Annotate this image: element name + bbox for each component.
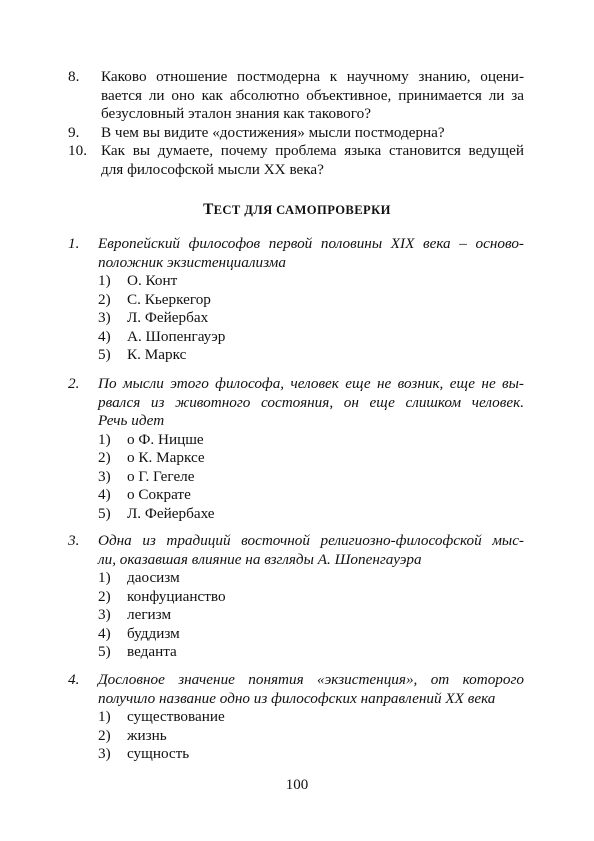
test-item-stem	[98, 671, 524, 708]
option-number: 1)	[98, 708, 111, 725]
option-text: конфуцианство	[127, 587, 226, 605]
stem-line: По мысли этого философа, человек еще не возник, еще не вы-	[98, 375, 524, 392]
option-number: 4)	[98, 624, 111, 642]
answer-options	[68, 708, 524, 764]
review-question	[68, 142, 524, 179]
option-text: о К. Марксе	[127, 449, 205, 466]
answer-option	[68, 625, 524, 644]
answer-option	[68, 643, 524, 662]
test-item-number: 1.	[68, 235, 80, 252]
answer-option	[68, 309, 524, 328]
answer-option	[68, 449, 524, 468]
option-text: К. Маркс	[127, 346, 187, 363]
option-text: о Сократе	[127, 486, 191, 503]
answer-option	[68, 569, 524, 588]
stem-line: ли, оказавшая влияние на взгляды А. Шопенгауэра	[98, 550, 422, 568]
question-line: В чем вы видите «достижения» мысли постмодерна?	[101, 124, 445, 141]
option-number: 3)	[98, 606, 111, 623]
option-number: 5)	[98, 643, 111, 660]
option-text: А. Шопенгауэр	[127, 327, 226, 345]
option-number: 3)	[98, 467, 111, 485]
option-text: веданта	[127, 643, 177, 660]
test-item-number: 2.	[68, 375, 80, 392]
answer-option	[68, 291, 524, 310]
option-text: Л. Фейербахе	[127, 504, 215, 522]
answer-option	[68, 505, 524, 524]
question-text	[101, 142, 524, 179]
test-item-stem	[98, 532, 524, 569]
option-text: существование	[127, 708, 225, 725]
stem-line: Европейский философов первой половины XIX века – осново-	[98, 235, 524, 252]
answer-option	[68, 431, 524, 450]
question-line: безусловный эталон знания как такового?	[101, 105, 371, 122]
test-item	[68, 375, 524, 523]
test-item-number: 3.	[68, 532, 80, 549]
option-text: буддизм	[127, 624, 180, 642]
question-line: Каково отношение постмодерна к научному знанию, оцени-	[101, 68, 524, 85]
review-question	[68, 68, 524, 124]
test-item	[68, 532, 524, 662]
answer-option	[68, 328, 524, 347]
option-number: 4)	[98, 486, 111, 503]
option-text: Л. Фейербах	[127, 309, 209, 326]
option-text: сущность	[127, 745, 190, 762]
answer-option	[68, 272, 524, 291]
test-item-stem	[98, 235, 524, 272]
answer-options	[68, 569, 524, 662]
option-number: 1)	[98, 430, 111, 448]
question-number: 8.	[68, 68, 80, 85]
answer-option	[68, 708, 524, 727]
heading-rest: ЕСТ ДЛЯ САМОПРОВЕРКИ	[213, 203, 391, 217]
question-number: 10.	[68, 142, 87, 159]
stem-line: рвался из животного состояния, он еще слишком человек.	[98, 393, 524, 411]
answer-option	[68, 606, 524, 625]
option-text: жизнь	[127, 726, 167, 744]
option-text: О. Конт	[127, 272, 178, 289]
option-number: 5)	[98, 504, 111, 522]
answer-option	[68, 745, 524, 764]
answer-option	[68, 468, 524, 487]
option-text: С. Кьеркегор	[127, 290, 211, 308]
stem-line: положник экзистенциализма	[98, 253, 286, 271]
option-number: 2)	[98, 449, 111, 466]
option-text: о Ф. Ницше	[127, 430, 204, 448]
test-item	[68, 671, 524, 764]
question-line: Как вы думаете, почему проблема языка становится ведущей	[101, 142, 524, 159]
option-number: 3)	[98, 745, 111, 762]
option-number: 2)	[98, 726, 111, 744]
question-text	[101, 124, 524, 143]
question-line: вается ли оно как абсолютно объективное, принимается ли за	[101, 86, 524, 104]
question-line: для философской мысли XX века?	[101, 160, 324, 178]
section-heading	[0, 201, 594, 220]
review-question	[68, 124, 524, 143]
option-number: 4)	[98, 327, 111, 345]
stem-line: получило название одно из философских направлений XX века	[98, 689, 496, 707]
answer-options	[68, 272, 524, 365]
heading-initial: Т	[203, 201, 214, 218]
option-number: 2)	[98, 290, 111, 308]
stem-line: Дословное значение понятия «экзистенция», от которого	[98, 671, 524, 688]
option-text: даосизм	[127, 569, 180, 586]
stem-line: Одна из традиций восточной религиозно-философской мыс-	[98, 532, 524, 549]
answer-option	[68, 486, 524, 505]
question-number: 9.	[68, 124, 80, 141]
option-number: 3)	[98, 309, 111, 326]
page-number: 100	[285, 777, 309, 793]
option-number: 1)	[98, 272, 111, 289]
answer-option	[68, 727, 524, 746]
option-text: легизм	[127, 606, 172, 623]
option-number: 2)	[98, 587, 111, 605]
option-text: о Г. Гегеле	[127, 467, 195, 485]
test-item-stem	[98, 375, 524, 431]
option-number: 1)	[98, 569, 111, 586]
option-number: 5)	[98, 346, 111, 363]
answer-option	[68, 346, 524, 365]
stem-line: Речь идет	[98, 412, 165, 429]
answer-option	[68, 588, 524, 607]
test-item	[68, 235, 524, 365]
answer-options	[68, 431, 524, 524]
question-text	[101, 68, 524, 124]
test-item-number: 4.	[68, 671, 80, 688]
